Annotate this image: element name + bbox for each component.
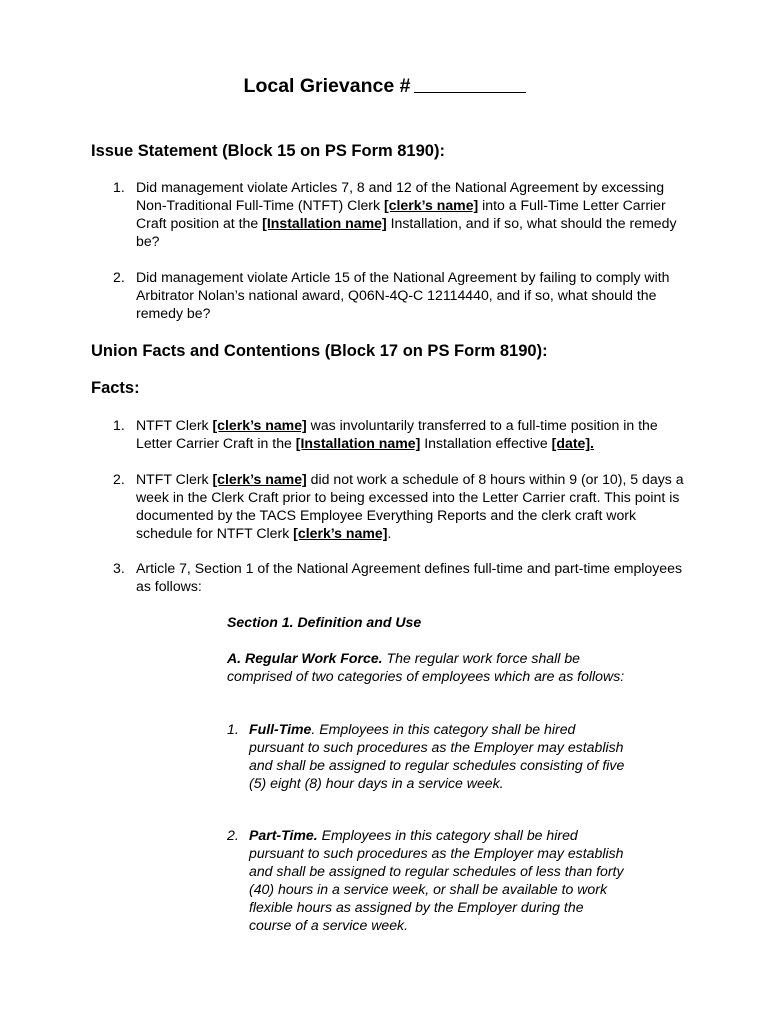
- item-text: Did management violate Article 15 of the National Agreement by failing to comply with Arbitrator Nolan’s national award, Q06N-4Q-C 12114440, and if so, what should the remedy be?: [136, 269, 670, 321]
- item-text: [249, 826, 627, 934]
- quote-paragraph-a: [227, 649, 627, 685]
- fact-item: [113, 416, 693, 452]
- placeholder-date: [date].: [551, 435, 594, 451]
- text-run: NTFT Clerk: [136, 471, 213, 487]
- text-run: Installation, and if so, what should the remedy be?: [136, 215, 677, 249]
- item-number: 1.: [113, 179, 125, 195]
- text-run: was involuntarily transferred to a full-time position in the Letter Carrier Craft in the: [136, 417, 658, 451]
- item-text: [136, 178, 693, 250]
- placeholder-clerk-name: [clerk’s name]: [212, 471, 307, 487]
- item-text: [249, 720, 627, 792]
- text-run: NTFT Clerk: [136, 417, 213, 433]
- quote-a-text: The regular work force shall be comprised of two categories of employees which are as follows:: [227, 650, 625, 684]
- fact-item: [113, 470, 693, 542]
- quote-list-item: [227, 720, 627, 792]
- item-text: Article 7, Section 1 of the National Agreement defines full-time and part-time employees as follows:: [136, 560, 683, 594]
- issue-item: [113, 268, 693, 322]
- placeholder-installation-name: [Installation name]: [262, 215, 387, 231]
- item-number: 2.: [227, 827, 239, 843]
- item-number: 1.: [227, 721, 239, 737]
- fact-item: [113, 559, 693, 595]
- text-run: did not work a schedule of 8 hours within 9 (or 10), 5 days a week in the Clerk Craft prior to being excessed into the Letter Carrier craft. This point is documented by the TACS Employee Everything Reports and the clerk craft work schedule for NTFT Clerk: [136, 471, 684, 541]
- text-run: . Employees in this category shall be hired pursuant to such procedures as the Employer may establish and shall be assigned to regular schedules consisting of five (5) eight (8) hour days in a service week.: [249, 721, 625, 791]
- placeholder-clerk-name: [clerk’s name]: [212, 417, 307, 433]
- text-run: into a Full-Time Letter Carrier Craft position at the: [136, 197, 666, 231]
- placeholder-installation-name: [Installation name]: [295, 435, 421, 451]
- union-facts-heading: Union Facts and Contentions (Block 17 on PS Form 8190):: [91, 342, 548, 360]
- text-run: Employees in this category shall be hired pursuant to such procedures as the Employer may establish and shall be assigned to regular schedules of less than forty (40) hours in a service week, or shall be available to work flexible hours as assigned by the Employer during the course of a service week.: [249, 827, 624, 933]
- page-title: [0, 74, 770, 98]
- grievance-number-blank: [414, 74, 526, 93]
- item-number: 3.: [113, 560, 125, 576]
- text-run: Did management violate Articles 7, 8 and 12 of the National Agreement by excessing Non-Traditional Full-Time (NTFT) Clerk: [136, 179, 665, 213]
- item-number: 2.: [113, 471, 125, 487]
- item-number: 1.: [113, 417, 125, 433]
- facts-heading: Facts:: [91, 379, 140, 397]
- issue-item: [113, 178, 693, 250]
- placeholder-clerk-name: [clerk’s name]: [293, 525, 388, 541]
- placeholder-clerk-name: [clerk’s name]: [383, 197, 479, 213]
- item-text: [136, 470, 693, 542]
- quote-a-label: A. Regular Work Force.: [227, 650, 383, 666]
- item-text: [136, 416, 693, 452]
- quote-section-title: Section 1. Definition and Use: [227, 614, 422, 630]
- text-run: .: [387, 525, 392, 541]
- item-label: Full-Time: [249, 721, 312, 737]
- text-run: Installation effective: [420, 435, 552, 451]
- item-label: Part-Time.: [249, 827, 318, 843]
- title-text: Local Grievance #: [243, 75, 411, 97]
- issue-statement-heading: Issue Statement (Block 15 on PS Form 8190):: [91, 142, 445, 160]
- quote-list-item: [227, 826, 627, 934]
- item-number: 2.: [113, 269, 125, 285]
